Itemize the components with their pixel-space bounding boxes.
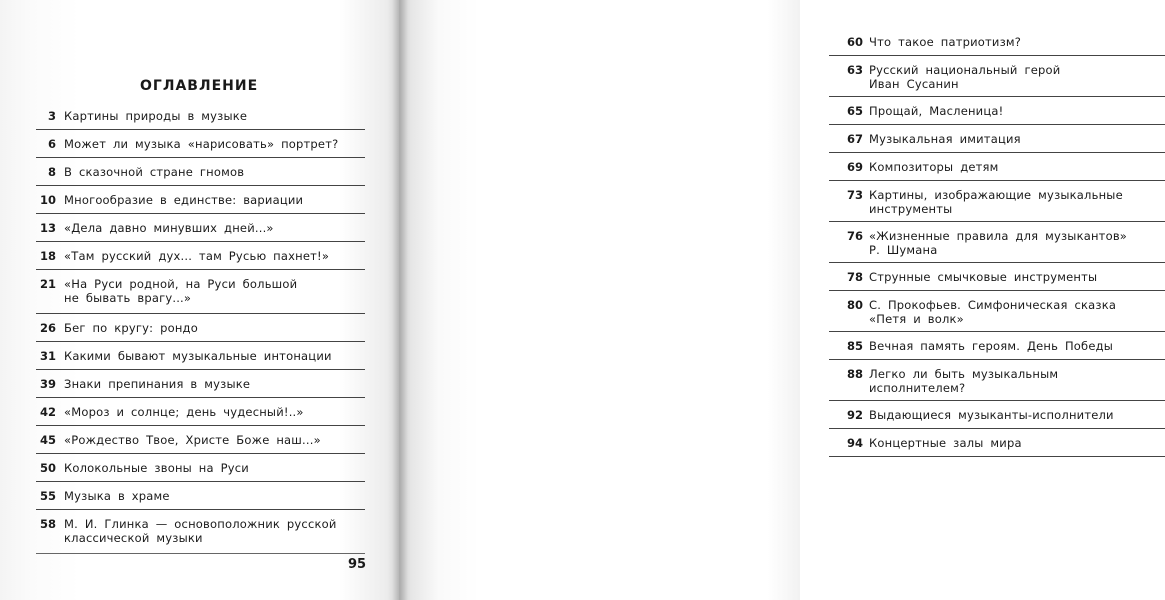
entry-page-number: 10 (39, 193, 56, 207)
entry-page-number: 78 (846, 270, 863, 284)
toc-entry[interactable] (829, 97, 1165, 125)
entry-page-number: 63 (846, 63, 863, 77)
toc-entry[interactable] (829, 291, 1165, 332)
entry-page-number: 58 (39, 517, 56, 531)
entry-page-number: 80 (846, 298, 863, 312)
entry-title: Прощай, Масленица! (869, 104, 1004, 118)
right-page (399, 0, 1128, 600)
toc-entry[interactable] (829, 429, 1165, 457)
toc-entry[interactable] (829, 263, 1165, 291)
toc-entry[interactable] (36, 102, 365, 130)
entry-title: Музыкальная имитация (869, 132, 1021, 146)
entry-title: Многообразие в единстве: вариации (64, 193, 304, 207)
entry-title: Струнные смычковые инструменты (869, 270, 1098, 284)
entry-title: Что такое патриотизм? (869, 35, 1022, 49)
entry-title: М. И. Глинка — основоположник русской классической музыки (64, 517, 337, 545)
toc-entry[interactable] (829, 125, 1165, 153)
entry-page-number: 67 (846, 132, 863, 146)
entry-title: «Рождество Твое, Христе Боже наш...» (64, 433, 321, 447)
entry-title: Концертные залы мира (869, 436, 1022, 450)
toc-entry[interactable] (829, 56, 1165, 97)
toc-list-right (829, 28, 1165, 457)
entry-title: Какими бывают музыкальные интонации (64, 349, 332, 363)
entry-page-number: 42 (39, 405, 56, 419)
entry-page-number: 76 (846, 229, 863, 243)
entry-title: С. Прокофьев. Симфоническая сказка «Петя и волк» (869, 298, 1117, 326)
entry-title: Картины, изображающие музыкальные инструменты (869, 188, 1123, 216)
entry-title: Вечная память героям. День Победы (869, 339, 1114, 353)
entry-page-number: 85 (846, 339, 863, 353)
entry-page-number: 45 (39, 433, 56, 447)
toc-entry[interactable] (36, 314, 365, 342)
entry-page-number: 60 (846, 35, 863, 49)
toc-entry[interactable] (36, 158, 365, 186)
entry-title: Выдающиеся музыканты-исполнители (869, 408, 1114, 422)
entry-title: Может ли музыка «нарисовать» портрет? (64, 137, 339, 151)
entry-page-number: 55 (39, 489, 56, 503)
left-page (0, 0, 399, 600)
toc-entry[interactable] (36, 454, 365, 482)
entry-page-number: 88 (846, 367, 863, 381)
entry-title: Колокольные звоны на Руси (64, 461, 249, 475)
entry-page-number: 65 (846, 104, 863, 118)
entry-title: Картины природы в музыке (64, 109, 248, 123)
entry-title: Музыка в храме (64, 489, 170, 503)
toc-entry[interactable] (829, 28, 1165, 56)
toc-entry[interactable] (36, 370, 365, 398)
toc-entry[interactable] (829, 332, 1165, 360)
toc-entry[interactable] (829, 360, 1165, 401)
toc-entry[interactable] (36, 130, 365, 158)
entry-title: «На Руси родной, на Руси большой не бывать врагу...» (64, 277, 298, 305)
entry-page-number: 21 (39, 277, 56, 291)
entry-title: Русский национальный герой Иван Сусанин (869, 63, 1061, 91)
entry-page-number: 13 (39, 221, 56, 235)
toc-title: ОГЛАВЛЕНИЕ (140, 78, 259, 94)
entry-page-number: 92 (846, 408, 863, 422)
entry-page-number: 6 (47, 137, 56, 151)
entry-page-number: 8 (47, 165, 56, 179)
toc-entry[interactable] (36, 342, 365, 370)
toc-entry[interactable] (829, 181, 1165, 222)
toc-list-left (36, 102, 365, 554)
toc-entry[interactable] (36, 398, 365, 426)
entry-title: «Жизненные правила для музыкантов» Р. Шумана (869, 229, 1128, 257)
toc-entry[interactable] (36, 426, 365, 454)
toc-entry[interactable] (36, 214, 365, 242)
entry-page-number: 94 (846, 436, 863, 450)
entry-page-number: 50 (39, 461, 56, 475)
toc-entry[interactable] (36, 482, 365, 510)
toc-entry[interactable] (829, 153, 1165, 181)
entry-title: «Там русский дух... там Русью пахнет!» (64, 249, 330, 263)
entry-title: Бег по кругу: рондо (64, 321, 198, 335)
book-spine (392, 0, 408, 600)
toc-entry[interactable] (36, 270, 365, 314)
entry-title: Композиторы детям (869, 160, 999, 174)
entry-page-number: 73 (846, 188, 863, 202)
toc-entry[interactable] (36, 186, 365, 214)
entry-page-number: 3 (47, 109, 56, 123)
entry-page-number: 18 (39, 249, 56, 263)
entry-title: «Мороз и солнце; день чудесный!..» (64, 405, 304, 419)
toc-entry[interactable] (829, 401, 1165, 429)
entry-page-number: 69 (846, 160, 863, 174)
entry-title: В сказочной стране гномов (64, 165, 245, 179)
toc-entry[interactable] (36, 510, 365, 554)
entry-page-number: 39 (39, 377, 56, 391)
entry-page-number: 26 (39, 321, 56, 335)
entry-title: «Дела давно минувших дней...» (64, 221, 274, 235)
toc-entry[interactable] (829, 222, 1165, 263)
entry-title: Знаки препинания в музыке (64, 377, 251, 391)
page-number: 95 (348, 557, 367, 572)
entry-page-number: 31 (39, 349, 56, 363)
toc-entry[interactable] (36, 242, 365, 270)
entry-title: Легко ли быть музыкальным исполнителем? (869, 367, 1059, 395)
